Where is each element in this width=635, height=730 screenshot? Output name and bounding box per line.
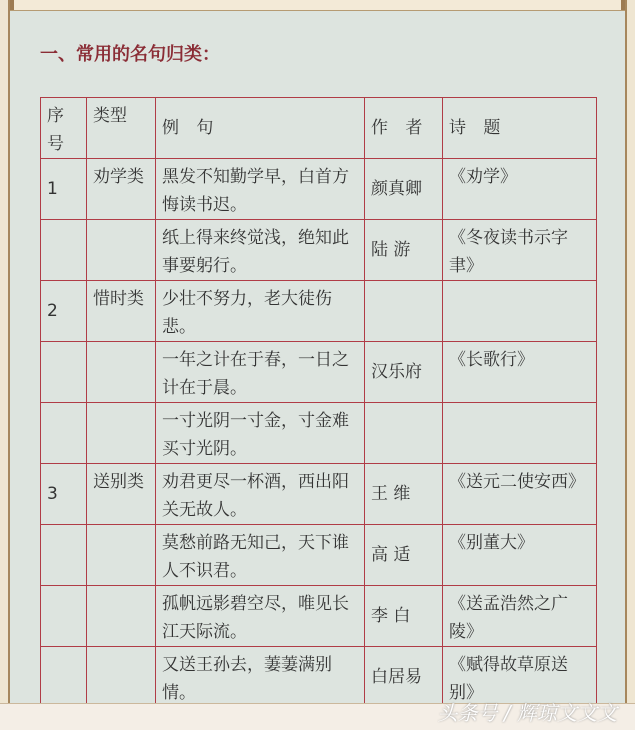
type-cell: [87, 220, 156, 281]
sentence-cell: 莫愁前路无知己，天下谁人不识君。: [156, 525, 365, 586]
number-cell: 1: [41, 159, 87, 220]
type-cell: 劝学类: [87, 159, 156, 220]
title-cell: [443, 281, 597, 342]
title-cell: 《劝学》: [443, 159, 597, 220]
title-cell: 《送元二使安西》: [443, 464, 597, 525]
sentence-cell: 又送王孙去，萋萋满别情。: [156, 647, 365, 708]
sentence-cell: 一寸光阴一寸金，寸金难买寸光阴。: [156, 403, 365, 464]
sentence-cell: 纸上得来终觉浅，绝知此事要躬行。: [156, 220, 365, 281]
type-cell: 惜时类: [87, 281, 156, 342]
table-row: [41, 403, 597, 464]
table-header-row: [41, 98, 597, 159]
section-heading: 一、常用的名句归类：: [40, 44, 220, 65]
header-type: 类型: [87, 98, 156, 159]
sentence-cell: 孤帆远影碧空尽，唯见长江天际流。: [156, 586, 365, 647]
number-cell: [41, 342, 87, 403]
header-sentence: 例 句: [156, 98, 365, 159]
title-cell: 《别董大》: [443, 525, 597, 586]
author-cell: 李 白: [365, 586, 443, 647]
number-cell: 3: [41, 464, 87, 525]
author-cell: 高 适: [365, 525, 443, 586]
type-cell: [87, 342, 156, 403]
table-row: [41, 586, 597, 647]
author-cell: 汉乐府: [365, 342, 443, 403]
type-cell: [87, 647, 156, 708]
table-row: [41, 342, 597, 403]
table-row: [41, 464, 597, 525]
type-cell: [87, 403, 156, 464]
sentence-cell: 少壮不努力，老大徒伤悲。: [156, 281, 365, 342]
number-cell: [41, 647, 87, 708]
author-cell: 陆 游: [365, 220, 443, 281]
table-row: [41, 525, 597, 586]
number-cell: 2: [41, 281, 87, 342]
header-title: 诗 题: [443, 98, 597, 159]
table-row: [41, 159, 597, 220]
type-cell: [87, 586, 156, 647]
author-cell: [365, 403, 443, 464]
author-cell: 颜真卿: [365, 159, 443, 220]
right-border: [625, 0, 635, 730]
table-row: [41, 281, 597, 342]
header-author: 作 者: [365, 98, 443, 159]
author-cell: [365, 281, 443, 342]
sentence-cell: 一年之计在于春，一日之计在于晨。: [156, 342, 365, 403]
author-cell: 王 维: [365, 464, 443, 525]
title-cell: 《赋得故草原送别》: [443, 647, 597, 708]
left-border: [0, 0, 10, 730]
table-row: [41, 220, 597, 281]
header-number: 序号: [41, 98, 87, 159]
sentence-cell: 黑发不知勤学早，白首方悔读书迟。: [156, 159, 365, 220]
title-cell: 《长歌行》: [443, 342, 597, 403]
title-cell: 《送孟浩然之广陵》: [443, 586, 597, 647]
watermark: 头条号 / 辉琼文文文: [437, 701, 617, 725]
number-cell: [41, 586, 87, 647]
number-cell: [41, 220, 87, 281]
number-cell: [41, 403, 87, 464]
number-cell: [41, 525, 87, 586]
type-cell: 送别类: [87, 464, 156, 525]
sentence-cell: 劝君更尽一杯酒，西出阳关无故人。: [156, 464, 365, 525]
title-cell: 《冬夜读书示字聿》: [443, 220, 597, 281]
title-cell: [443, 403, 597, 464]
type-cell: [87, 525, 156, 586]
quotes-table: [40, 97, 597, 708]
top-border: [0, 0, 635, 11]
author-cell: 白居易: [365, 647, 443, 708]
